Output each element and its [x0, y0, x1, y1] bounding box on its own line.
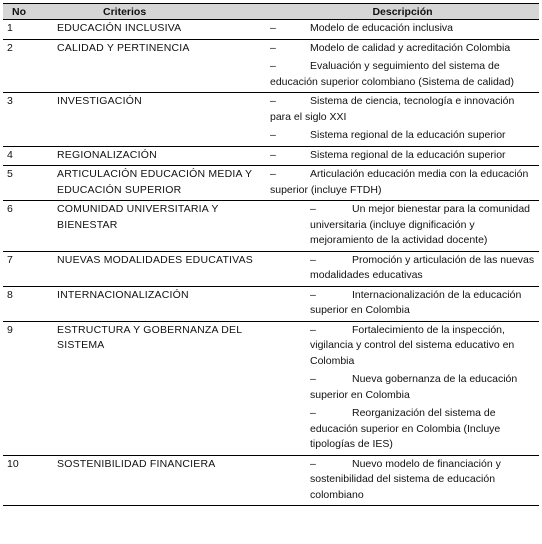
- description-text: Articulación educación media con la educación superior (incluye FTDH): [270, 168, 529, 196]
- table-row: [3, 20, 539, 40]
- dash-bullet: –: [270, 168, 276, 180]
- row-descripcion: [266, 20, 539, 40]
- row-descripcion: [266, 93, 539, 147]
- dash-bullet: –: [270, 129, 276, 141]
- row-criterio: INTERNACIONALIZACIÓN: [53, 286, 266, 321]
- description-text: Un mejor bienestar para la comunidad universitaria (incluye dignificación y mejoramiento de la actividad docente): [310, 203, 531, 246]
- description-item: [270, 457, 537, 504]
- row-descripcion: [266, 146, 539, 166]
- description-item: [270, 288, 537, 319]
- criteria-table: [3, 3, 539, 506]
- description-text: Nuevo modelo de financiación y sostenibilidad del sistema de educación colombiano: [310, 457, 501, 501]
- row-criterio: INVESTIGACIÓN: [53, 93, 266, 147]
- row-descripcion: [266, 201, 539, 252]
- dash-bullet: –: [310, 407, 316, 419]
- description-text: Reorganización del sistema de educación superior en Colombia (Incluye tipologías de IES): [310, 407, 501, 450]
- description-text: Modelo de educación inclusiva: [310, 22, 454, 34]
- dash-bullet: –: [310, 323, 316, 336]
- table-row: [3, 166, 539, 201]
- description-item: [270, 202, 537, 249]
- description-item: [270, 59, 537, 90]
- row-descripcion: [266, 166, 539, 201]
- header-row: [3, 4, 539, 20]
- table-row: [3, 201, 539, 252]
- dash-bullet: –: [310, 253, 316, 266]
- description-text: Nueva gobernanza de la educación superior en Colombia: [310, 373, 518, 401]
- row-number: 5: [3, 166, 53, 201]
- row-number: 1: [3, 20, 53, 40]
- row-number: 8: [3, 286, 53, 321]
- row-criterio: SOSTENIBILIDAD FINANCIERA: [53, 455, 266, 506]
- dash-bullet: –: [310, 288, 316, 301]
- row-criterio: REGIONALIZACIÓN: [53, 146, 266, 166]
- row-criterio: CALIDAD Y PERTINENCIA: [53, 39, 266, 93]
- row-number: 2: [3, 39, 53, 93]
- row-descripcion: [266, 251, 539, 286]
- description-text: Sistema de ciencia, tecnología e innovación para el siglo XXI: [270, 95, 515, 123]
- table-row: [3, 321, 539, 455]
- row-criterio: ESTRUCTURA Y GOBERNANZA DEL SISTEMA: [53, 321, 266, 455]
- table-row: [3, 146, 539, 166]
- table-row: [3, 251, 539, 286]
- description-item: [270, 94, 537, 125]
- table-row: [3, 286, 539, 321]
- dash-bullet: –: [310, 373, 316, 385]
- dash-bullet: –: [270, 60, 276, 72]
- row-number: 3: [3, 93, 53, 147]
- row-number: 4: [3, 146, 53, 166]
- description-text: Evaluación y seguimiento del sistema de educación superior colombiano (Sistema de calidad): [270, 60, 514, 88]
- description-text: Promoción y articulación de las nuevas modalidades educativas: [310, 253, 535, 281]
- description-item: [270, 128, 537, 144]
- table-row: [3, 93, 539, 147]
- row-descripcion: [266, 39, 539, 93]
- header-criterios: Criterios: [53, 4, 266, 20]
- description-text: Internacionalización de la educación superior en Colombia: [310, 288, 522, 316]
- row-number: 10: [3, 455, 53, 506]
- dash-bullet: –: [310, 457, 316, 470]
- row-number: 6: [3, 201, 53, 252]
- description-item: [270, 148, 537, 164]
- row-criterio: COMUNIDAD UNIVERSITARIA Y BIENESTAR: [53, 201, 266, 252]
- dash-bullet: –: [270, 148, 276, 161]
- description-item: [270, 167, 537, 198]
- row-criterio: NUEVAS MODALIDADES EDUCATIVAS: [53, 251, 266, 286]
- description-item: [270, 41, 537, 57]
- description-item: [270, 406, 537, 453]
- description-item: [270, 253, 537, 284]
- dash-bullet: –: [270, 22, 276, 34]
- row-descripcion: [266, 286, 539, 321]
- dash-bullet: –: [270, 41, 276, 54]
- table-row: [3, 455, 539, 506]
- description-text: Sistema regional de la educación superior: [310, 129, 506, 141]
- description-text: Sistema regional de la educación superior: [310, 148, 506, 161]
- row-descripcion: [266, 455, 539, 506]
- dash-bullet: –: [310, 203, 316, 215]
- description-text: Modelo de calidad y acreditación Colombia: [310, 41, 511, 54]
- row-criterio: EDUCACIÓN INCLUSIVA: [53, 20, 266, 40]
- description-item: [270, 372, 537, 403]
- description-item: [270, 323, 537, 370]
- header-no: No: [3, 4, 53, 20]
- row-criterio: ARTICULACIÓN EDUCACIÓN MEDIA Y EDUCACIÓN SUPERIOR: [53, 166, 266, 201]
- row-number: 7: [3, 251, 53, 286]
- row-number: 9: [3, 321, 53, 455]
- description-text: Fortalecimiento de la inspección, vigilancia y control del sistema educativo en Colombia: [310, 323, 515, 367]
- dash-bullet: –: [270, 95, 276, 107]
- description-item: [270, 21, 537, 37]
- header-descripcion: Descripción: [266, 4, 539, 20]
- table-row: [3, 39, 539, 93]
- row-descripcion: [266, 321, 539, 455]
